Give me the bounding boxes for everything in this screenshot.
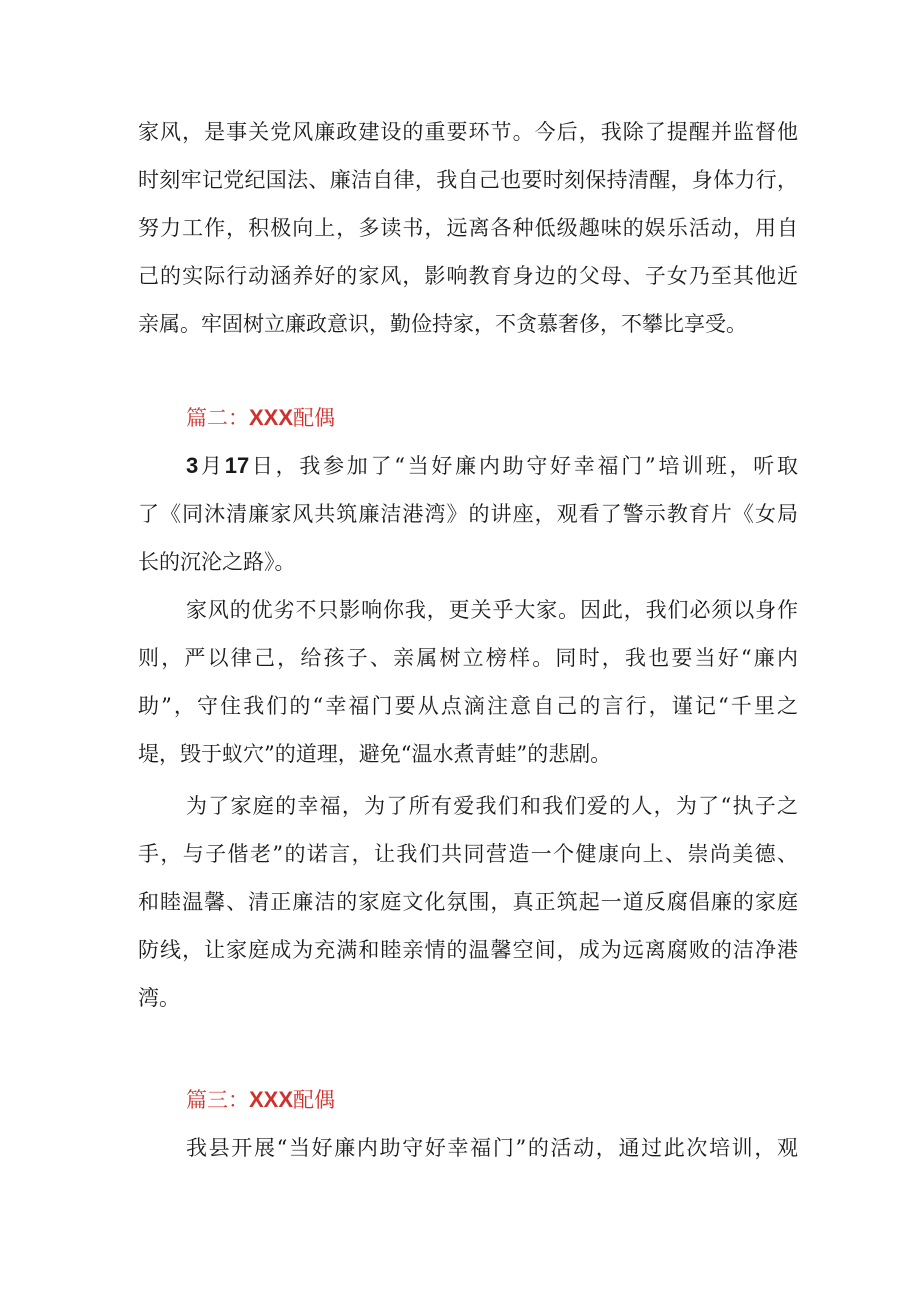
section-2-p2-line-2: 则，严以律己，给孩子、亲属树立榜样。同时，我也要当好“廉内 bbox=[138, 646, 798, 670]
date-day: 17 bbox=[224, 453, 250, 478]
section-2-p2-line-3: 助”，守住我们的“幸福门要从点滴注意自己的言行，谨记“千里之 bbox=[138, 694, 798, 718]
section-2-p1-line-1 bbox=[186, 452, 798, 480]
section-2-heading-prefix: 篇二： bbox=[186, 406, 249, 430]
section-3-heading-prefix: 篇三： bbox=[186, 1088, 249, 1112]
section-2-p1-line-2: 了《同沐清廉家风共筑廉洁港湾》的讲座，观看了警示教育片《女局 bbox=[138, 502, 798, 526]
section-3-heading-suffix: 配偶 bbox=[293, 1088, 336, 1112]
paragraph-1-line-1: 家风，是事关党风廉政建设的重要环节。今后，我除了提醒并监督他 bbox=[138, 120, 798, 144]
section-2-p3-line-3: 和睦温馨、清正廉洁的家庭文化氛围，真正筑起一道反腐倡廉的家庭 bbox=[138, 890, 798, 914]
section-3-heading-code: XXX bbox=[249, 1087, 294, 1112]
section-2-p3-line-5: 湾。 bbox=[138, 986, 180, 1010]
date-month-unit: 月 bbox=[198, 454, 225, 478]
section-2-p3-line-4: 防线，让家庭成为充满和睦亲情的温馨空间，成为远离腐败的洁净港 bbox=[138, 938, 798, 962]
paragraph-1-line-5: 亲属。牢固树立廉政意识，勤俭持家，不贪慕奢侈，不攀比享受。 bbox=[138, 312, 747, 336]
paragraph-1-line-3: 努力工作，积极向上，多读书，远离各种低级趣味的娱乐活动，用自 bbox=[138, 216, 798, 240]
section-2-heading-suffix: 配偶 bbox=[293, 406, 336, 430]
section-2-p1-line-3: 长的沉沦之路》。 bbox=[138, 550, 296, 574]
section-2-p3-line-2: 手，与子偕老”的诺言，让我们共同营造一个健康向上、崇尚美德、 bbox=[138, 842, 798, 866]
section-2-p2-line-1: 家风的优劣不只影响你我，更关乎大家。因此，我们必须以身作 bbox=[186, 598, 798, 622]
section-3-heading bbox=[186, 1086, 335, 1114]
paragraph-1-line-2: 时刻牢记党纪国法、廉洁自律，我自己也要时刻保持清醒，身体力行， bbox=[138, 168, 798, 192]
section-2-heading-code: XXX bbox=[249, 405, 294, 430]
section-2-p1-line-1-rest: 日，我参加了“当好廉内助守好幸福门”培训班，听取 bbox=[249, 454, 798, 478]
date-month: 3 bbox=[186, 453, 199, 478]
paragraph-1-line-4: 己的实际行动涵养好的家风，影响教育身边的父母、子女乃至其他近 bbox=[138, 264, 798, 288]
section-3-p1-line-1: 我县开展“当好廉内助守好幸福门”的活动，通过此次培训，观 bbox=[186, 1136, 798, 1160]
section-2-p3-line-1: 为了家庭的幸福，为了所有爱我们和我们爱的人，为了“执子之 bbox=[186, 794, 798, 818]
section-2-heading bbox=[186, 404, 335, 432]
section-2-p2-line-4: 堤，毁于蚁穴”的道理，避免“温水煮青蛙”的悲剧。 bbox=[138, 742, 612, 766]
